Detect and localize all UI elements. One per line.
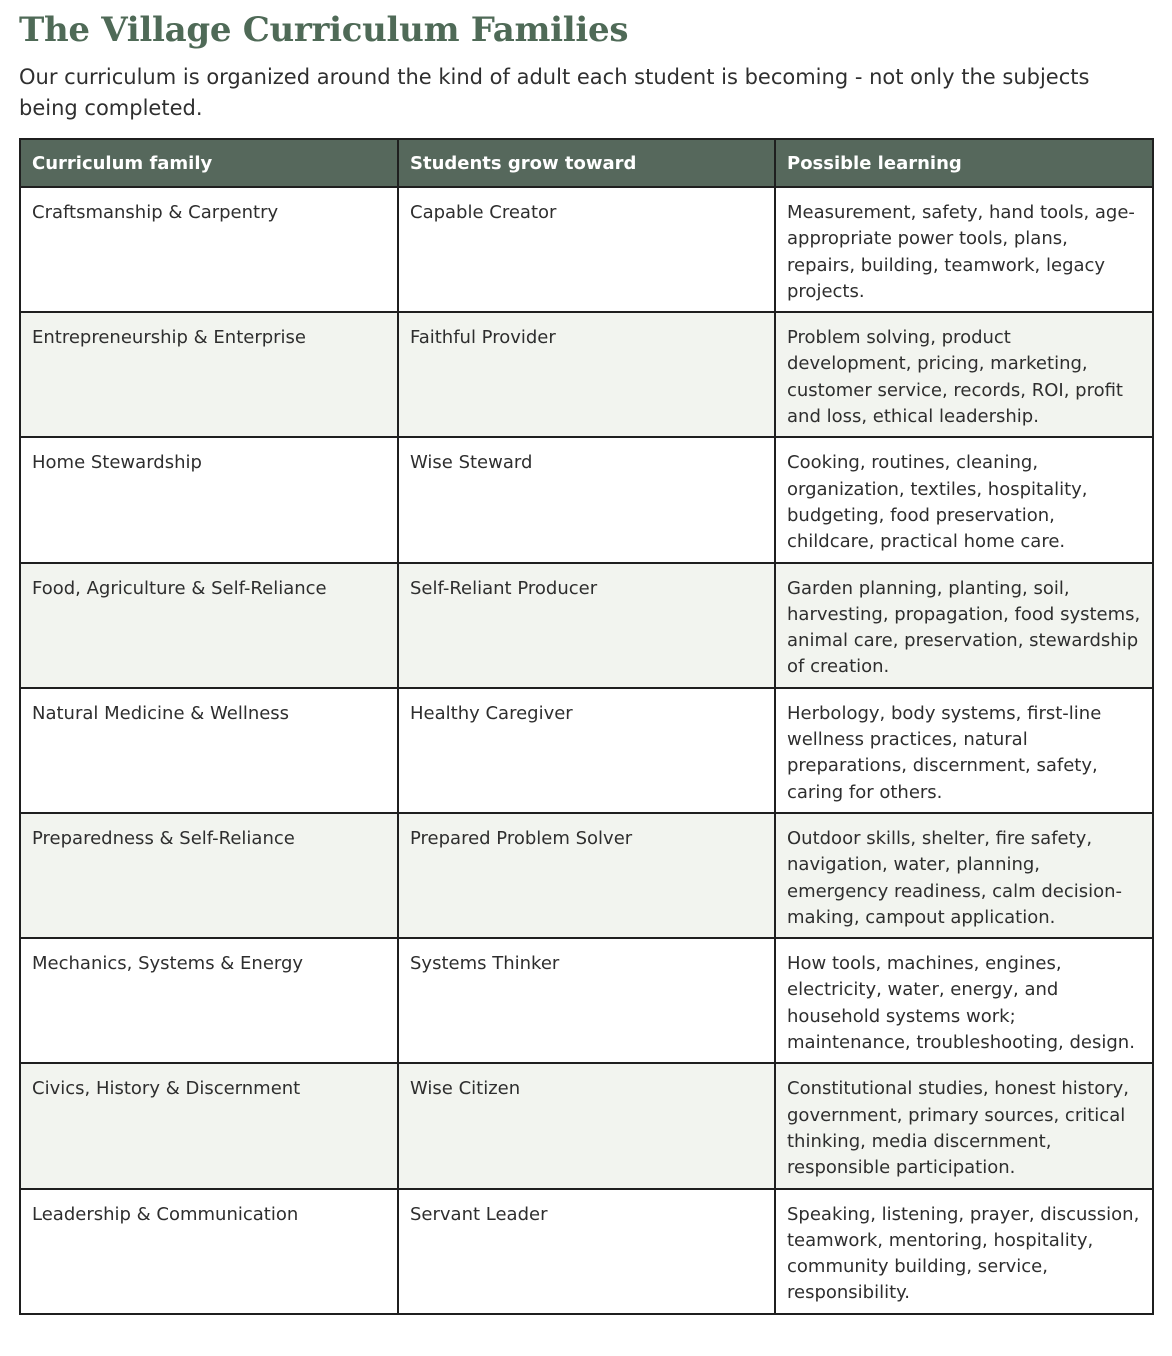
- grow-toward-cell: Healthy Caregiver: [398, 688, 775, 813]
- curriculum-family-cell: Leadership & Communication: [20, 1189, 398, 1314]
- table-row: [20, 1063, 1153, 1188]
- curriculum-family-cell: Food, Agriculture & Self-Reliance: [20, 563, 398, 688]
- grow-toward-cell: Self-Reliant Producer: [398, 563, 775, 688]
- table-row: [20, 813, 1153, 938]
- grow-toward-cell: Faithful Provider: [398, 312, 775, 437]
- curriculum-family-cell: Entrepreneurship & Enterprise: [20, 312, 398, 437]
- table-row: [20, 1189, 1153, 1314]
- possible-learning-cell: Constitutional studies, honest history, government, primary sources, critical thinking, media discernment, responsible participation.: [775, 1063, 1153, 1188]
- column-header-curriculum-family: Curriculum family: [20, 139, 398, 187]
- curriculum-family-cell: Civics, History & Discernment: [20, 1063, 398, 1188]
- table-row: [20, 688, 1153, 813]
- grow-toward-cell: Wise Citizen: [398, 1063, 775, 1188]
- table-row: [20, 312, 1153, 437]
- table-header-row: [20, 139, 1153, 187]
- possible-learning-cell: Herbology, body systems, first-line wellness practices, natural preparations, discernment, safety, caring for others.: [775, 688, 1153, 813]
- table-row: [20, 563, 1153, 688]
- grow-toward-cell: Wise Steward: [398, 437, 775, 562]
- curriculum-table: [19, 138, 1154, 1315]
- intro-paragraph: Our curriculum is organized around the kind of adult each student is becoming - not only the subjects being completed.: [19, 65, 1090, 120]
- curriculum-family-cell: Home Stewardship: [20, 437, 398, 562]
- page-title: The Village Curriculum Families: [19, 10, 629, 50]
- curriculum-family-cell: Craftsmanship & Carpentry: [20, 187, 398, 312]
- grow-toward-cell: Servant Leader: [398, 1189, 775, 1314]
- grow-toward-cell: Capable Creator: [398, 187, 775, 312]
- possible-learning-cell: Garden planning, planting, soil, harvesting, propagation, food systems, animal care, preservation, stewardship of creation.: [775, 563, 1153, 688]
- grow-toward-cell: Systems Thinker: [398, 938, 775, 1063]
- possible-learning-cell: Measurement, safety, hand tools, age-appropriate power tools, plans, repairs, building, teamwork, legacy projects.: [775, 187, 1153, 312]
- curriculum-family-cell: Preparedness & Self-Reliance: [20, 813, 398, 938]
- possible-learning-cell: Problem solving, product development, pricing, marketing, customer service, records, ROI, profit and loss, ethical leadership.: [775, 312, 1153, 437]
- table-row: [20, 938, 1153, 1063]
- table-row: [20, 187, 1153, 312]
- possible-learning-cell: Outdoor skills, shelter, fire safety, navigation, water, planning, emergency readiness, calm decision-making, campout application.: [775, 813, 1153, 938]
- column-header-possible-learning: Possible learning: [775, 139, 1153, 187]
- possible-learning-cell: Cooking, routines, cleaning, organization, textiles, hospitality, budgeting, food preservation, childcare, practical home care.: [775, 437, 1153, 562]
- column-header-students-grow-toward: Students grow toward: [398, 139, 775, 187]
- curriculum-family-cell: Mechanics, Systems & Energy: [20, 938, 398, 1063]
- grow-toward-cell: Prepared Problem Solver: [398, 813, 775, 938]
- possible-learning-cell: How tools, machines, engines, electricity, water, energy, and household systems work; maintenance, troubleshooting, design.: [775, 938, 1153, 1063]
- possible-learning-cell: Speaking, listening, prayer, discussion, teamwork, mentoring, hospitality, community building, service, responsibility.: [775, 1189, 1153, 1314]
- table-row: [20, 437, 1153, 562]
- curriculum-family-cell: Natural Medicine & Wellness: [20, 688, 398, 813]
